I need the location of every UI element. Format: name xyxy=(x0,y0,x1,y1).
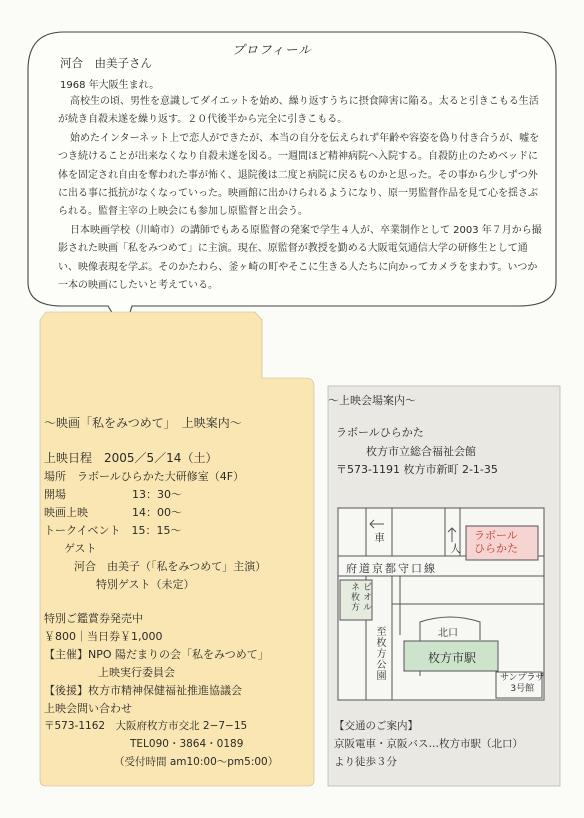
venue-subname: 枚方市立総合福祉会館 xyxy=(366,445,476,458)
ticket-price: ￥800｜当日券￥1,000 xyxy=(44,630,163,643)
profile-paragraph: 日本映画学校（川崎市）の講師でもある原監督の発案で学生４人が、卒業制作として 2003 年７月から撮影された映画「私をみつめて」に主演。現在、原監督が教授を勤める大阪電気通信大学の研修生として通い、映像表現を学ぶ。そのかたわら、釜ヶ崎の町やそこに生きる人たちに向かってカメラをまわす。いつか一本の映画にしたいと考えている。 xyxy=(58,224,542,292)
contact-tel: TEL090・3864・0189 xyxy=(130,738,244,750)
profile-title: プロフィール xyxy=(232,42,312,57)
event-guest-label: ゲスト xyxy=(64,542,97,555)
access-heading: 【交通のご案内】 xyxy=(334,720,418,732)
profile-birth: 1968 年大阪生まれ。 xyxy=(60,80,160,91)
map-vioru-label: ビオルネ枚方 xyxy=(349,582,371,612)
map-person-label: 人 xyxy=(449,543,461,555)
profile-paragraph: 高校生の頃、男性を意識してダイエットを始め、繰り返すうちに摂食障害に陥る。太ると引きこもる生活が続き自殺未遂を繰り返す。２０代後半から完全に引きこもる。 xyxy=(58,96,539,126)
event-sponsor2: 上映実行委員会 xyxy=(98,666,175,679)
event-sponsor: 【主催】NPO 陽だまりの会「私をみつめて」 xyxy=(44,648,269,661)
event-date: 上映日程 2005／5／14（土） xyxy=(44,451,218,465)
event-open: 開場 13：30〜 xyxy=(44,488,182,501)
profile-paragraph: 始めたインターネット上で恋人ができたが、本当の自分を伝えられず年齢や容姿を偽り付き合うが、嘘をつき続けることが出来なくなり自殺未遂を図る。一週間ほど精神病院へ入院する。自殺防止のためベッドに体を固定され自由を奪われた事が怖く、退院後は二度と病院に戻るものかと思った。その事から少しずつ外に出る事に抵抗がなくなっていった。映画館に出かけられるようになり、原一男監督作品を見て心を揺さぶられる。監督主宰の上映会にも参加し原監督と出会う。 xyxy=(58,132,540,218)
venue-heading: 〜上映会場案内〜 xyxy=(328,394,416,407)
map-kitaguchi-label: 北口 xyxy=(438,628,458,639)
map-station-label: 枚方市駅 xyxy=(428,651,477,665)
event-screening: 映画上映 14：00〜 xyxy=(44,506,182,519)
event-support: 【後援】枚方市精神保健福祉推進協議会 xyxy=(44,684,242,697)
event-guest1: 河合 由美子（「私をみつめて」主演） xyxy=(74,560,267,573)
map-hirakata-park-label: 至枚方公園 xyxy=(374,626,385,681)
event-place: 場所 ラボールひらかた大研修室（4F） xyxy=(44,470,245,483)
venue-name: ラボールひらかた xyxy=(336,426,424,439)
access-line2: より徒歩３分 xyxy=(334,756,397,768)
map-sunplaza-label: サンプラザ 3号館 xyxy=(500,673,545,694)
ticket-heading: 特別ご鑑賞券発売中 xyxy=(44,612,143,625)
contact-hours: （受付時間 am10:00〜pm5:00） xyxy=(114,756,279,768)
contact-address: 〒573-1162 大阪府枚方市交北 2−7−15 xyxy=(44,720,248,732)
map-road-label: 府道京都守口線 xyxy=(346,562,437,575)
contact-heading: 上映会問い合わせ xyxy=(44,702,132,715)
event-guest2: 特別ゲスト（未定） xyxy=(96,578,195,591)
map-car-label: 車 xyxy=(373,532,385,544)
venue-address: 〒573-1191 枚方市新町 2-1-35 xyxy=(336,463,498,476)
profile-name: 河合 由美子さん xyxy=(60,56,152,70)
access-line1: 京阪電車・京阪バス…枚方市駅（北口） xyxy=(334,738,523,750)
map-laboru-label: ラボール ひらかた xyxy=(474,529,518,555)
event-talk: トークイベント 15：15〜 xyxy=(44,524,182,537)
event-heading: 〜映画「私をみつめて」 上映案内〜 xyxy=(44,416,242,430)
